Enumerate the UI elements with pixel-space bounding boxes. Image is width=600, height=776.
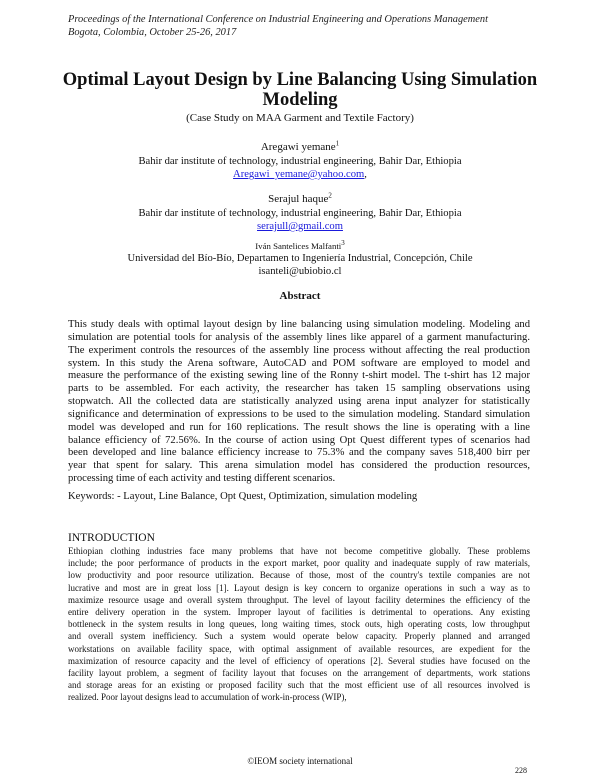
author-2-email-line xyxy=(40,220,560,234)
abstract-line: parts to be assembled. For each activity, the researcher has taken 15 sampling observations using xyxy=(68,383,530,395)
abstract-line: stopwatch. All the collected data are statistically analyzed using arena input analyzer for statistically xyxy=(68,396,530,408)
author-1-name-text: Aregawi yemane xyxy=(260,141,336,153)
introduction-line: low productivity and poor resource utilization. Because of those, most of the country's textile companies are not xyxy=(68,570,530,581)
abstract-body xyxy=(68,319,530,486)
introduction-line: maximize resource usage and overall system throughput. The level of layout facility determines the efficiency of the xyxy=(68,594,530,605)
introduction-line: entire delivery operation in the system. Improper layout of facilities is detrimental to operations. Any existing xyxy=(68,607,530,618)
introduction-line: lucrative and most are in great loss [1]. Layout design is key concern to organize operations in such a way as to xyxy=(68,582,530,593)
introduction-line: Ethiopian clothing industries face many problems that have not become competitive globally. These problems xyxy=(68,546,530,556)
introduction-heading: INTRODUCTION xyxy=(68,532,155,544)
author-1-email-link[interactable]: Aregawi_yemane@yahoo.com xyxy=(233,169,365,180)
abstract-line: The experiment controls the resources of the assembly line process without affecting the real production xyxy=(68,344,530,356)
author-1-email-line xyxy=(40,168,560,182)
title-line-2: Modeling xyxy=(262,90,338,110)
abstract-heading: Abstract xyxy=(279,290,321,302)
author-1-affiliation: Bahir dar institute of technology, industrial engineering, Bahir Dar, Ethiopia xyxy=(138,156,462,167)
title-line-1: Optimal Layout Design by Line Balancing Using Simulation xyxy=(62,70,538,90)
author-3-sup: 3 xyxy=(341,239,345,248)
keywords: Keywords: - Layout, Line Balance, Opt Quest, Optimization, simulation modeling xyxy=(68,491,418,502)
author-2-sup: 2 xyxy=(328,191,332,200)
paper-subtitle: (Case Study on MAA Garment and Textile Factory) xyxy=(186,112,414,124)
author-2-email-link[interactable]: serajull@gmail.com xyxy=(257,221,343,232)
author-1-email-suffix: , xyxy=(364,169,367,180)
header-conference: Proceedings of the International Conference on Industrial Engineering and Operations Management xyxy=(68,14,488,25)
author-2-affiliation: Bahir dar institute of technology, industrial engineering, Bahir Dar, Ethiopia xyxy=(138,208,462,219)
introduction-line: bottleneck in the system results in long queues, long waiting times, stock outs, high operating costs, low throughput xyxy=(68,619,530,630)
introduction-line: workstations on available facility space, with optimal assignment of available resources, are expedient for the xyxy=(68,643,530,654)
abstract-line: simulation are potential tools for analysis of the assembly lines like apparel of a garment manufacturing. xyxy=(68,331,530,343)
abstract-line: processing time of each activity and testing different scenarios. xyxy=(68,473,336,485)
author-3-affiliation: Universidad del Bío-Bío, Departamen to Ingeniería Industrial, Concepción, Chile xyxy=(127,253,473,264)
introduction-body xyxy=(68,545,530,704)
abstract-line: system. In this study the Arena software, AutoCAD and POM software are employed to model and xyxy=(68,357,530,369)
abstract-line: This study deals with optimal layout design by line balancing using simulation modeling. Modeling and xyxy=(68,319,530,330)
footer-copyright: ©IEOM society international xyxy=(247,756,353,766)
abstract-line: been developed and line balance efficiency increase to 75.3% and the company saves 518,400 birr per xyxy=(68,447,530,459)
author-3-name-text: Iván Santelices Malfanti xyxy=(255,241,342,251)
author-3-email: isanteli@ubiobio.cl xyxy=(258,266,342,277)
introduction-line: include; the poor performance of products in the export market, poor quality and inadequate supply of raw materials, xyxy=(68,558,530,569)
running-header xyxy=(68,13,488,39)
introduction-line: facility layout problem, a segment of facility layout that focuses on the arrangement of departments, work stations xyxy=(68,668,530,679)
abstract-line: measure the performance of the existing sewing line of the Ronny t-shirt model. The t-shirt has 12 major xyxy=(68,370,530,382)
author-2-name-text: Serajul haque xyxy=(268,193,329,205)
author-2-name xyxy=(40,193,560,207)
abstract-line: model was developed and run for 160 replications. The result shows the line is operating with a line xyxy=(68,421,530,433)
introduction-line: maximization of resource capacity and the level of efficiency of operations [2]. Several studies have focused on the xyxy=(68,655,530,666)
paper-title xyxy=(40,70,560,110)
introduction-line: and overall system inefficiency. Such a system would operate below capacity. Properly planned and arranged xyxy=(68,631,530,642)
author-1-name xyxy=(40,141,560,155)
introduction-line: and storage areas for an existing or proposed facility such that the most efficient use of all resources involved is xyxy=(68,680,530,691)
page-number: 228 xyxy=(515,766,527,775)
introduction-line: realized. Poor layout designs lead to accumulation of work-in-process (WIP), xyxy=(68,692,347,703)
author-1-sup: 1 xyxy=(335,139,340,148)
abstract-line: significance and determination of expressions to be used to the simulation modeling. Standard simulation xyxy=(68,408,530,420)
abstract-line: balance efficiency of 72.56%. In the course of action using Opt Quest different types of scenarios had xyxy=(68,434,530,446)
header-location-date: Bogota, Colombia, October 25-26, 2017 xyxy=(68,27,237,38)
abstract-line: year that spent for salary. This arena simulation model has considered the production resources, xyxy=(68,460,530,472)
